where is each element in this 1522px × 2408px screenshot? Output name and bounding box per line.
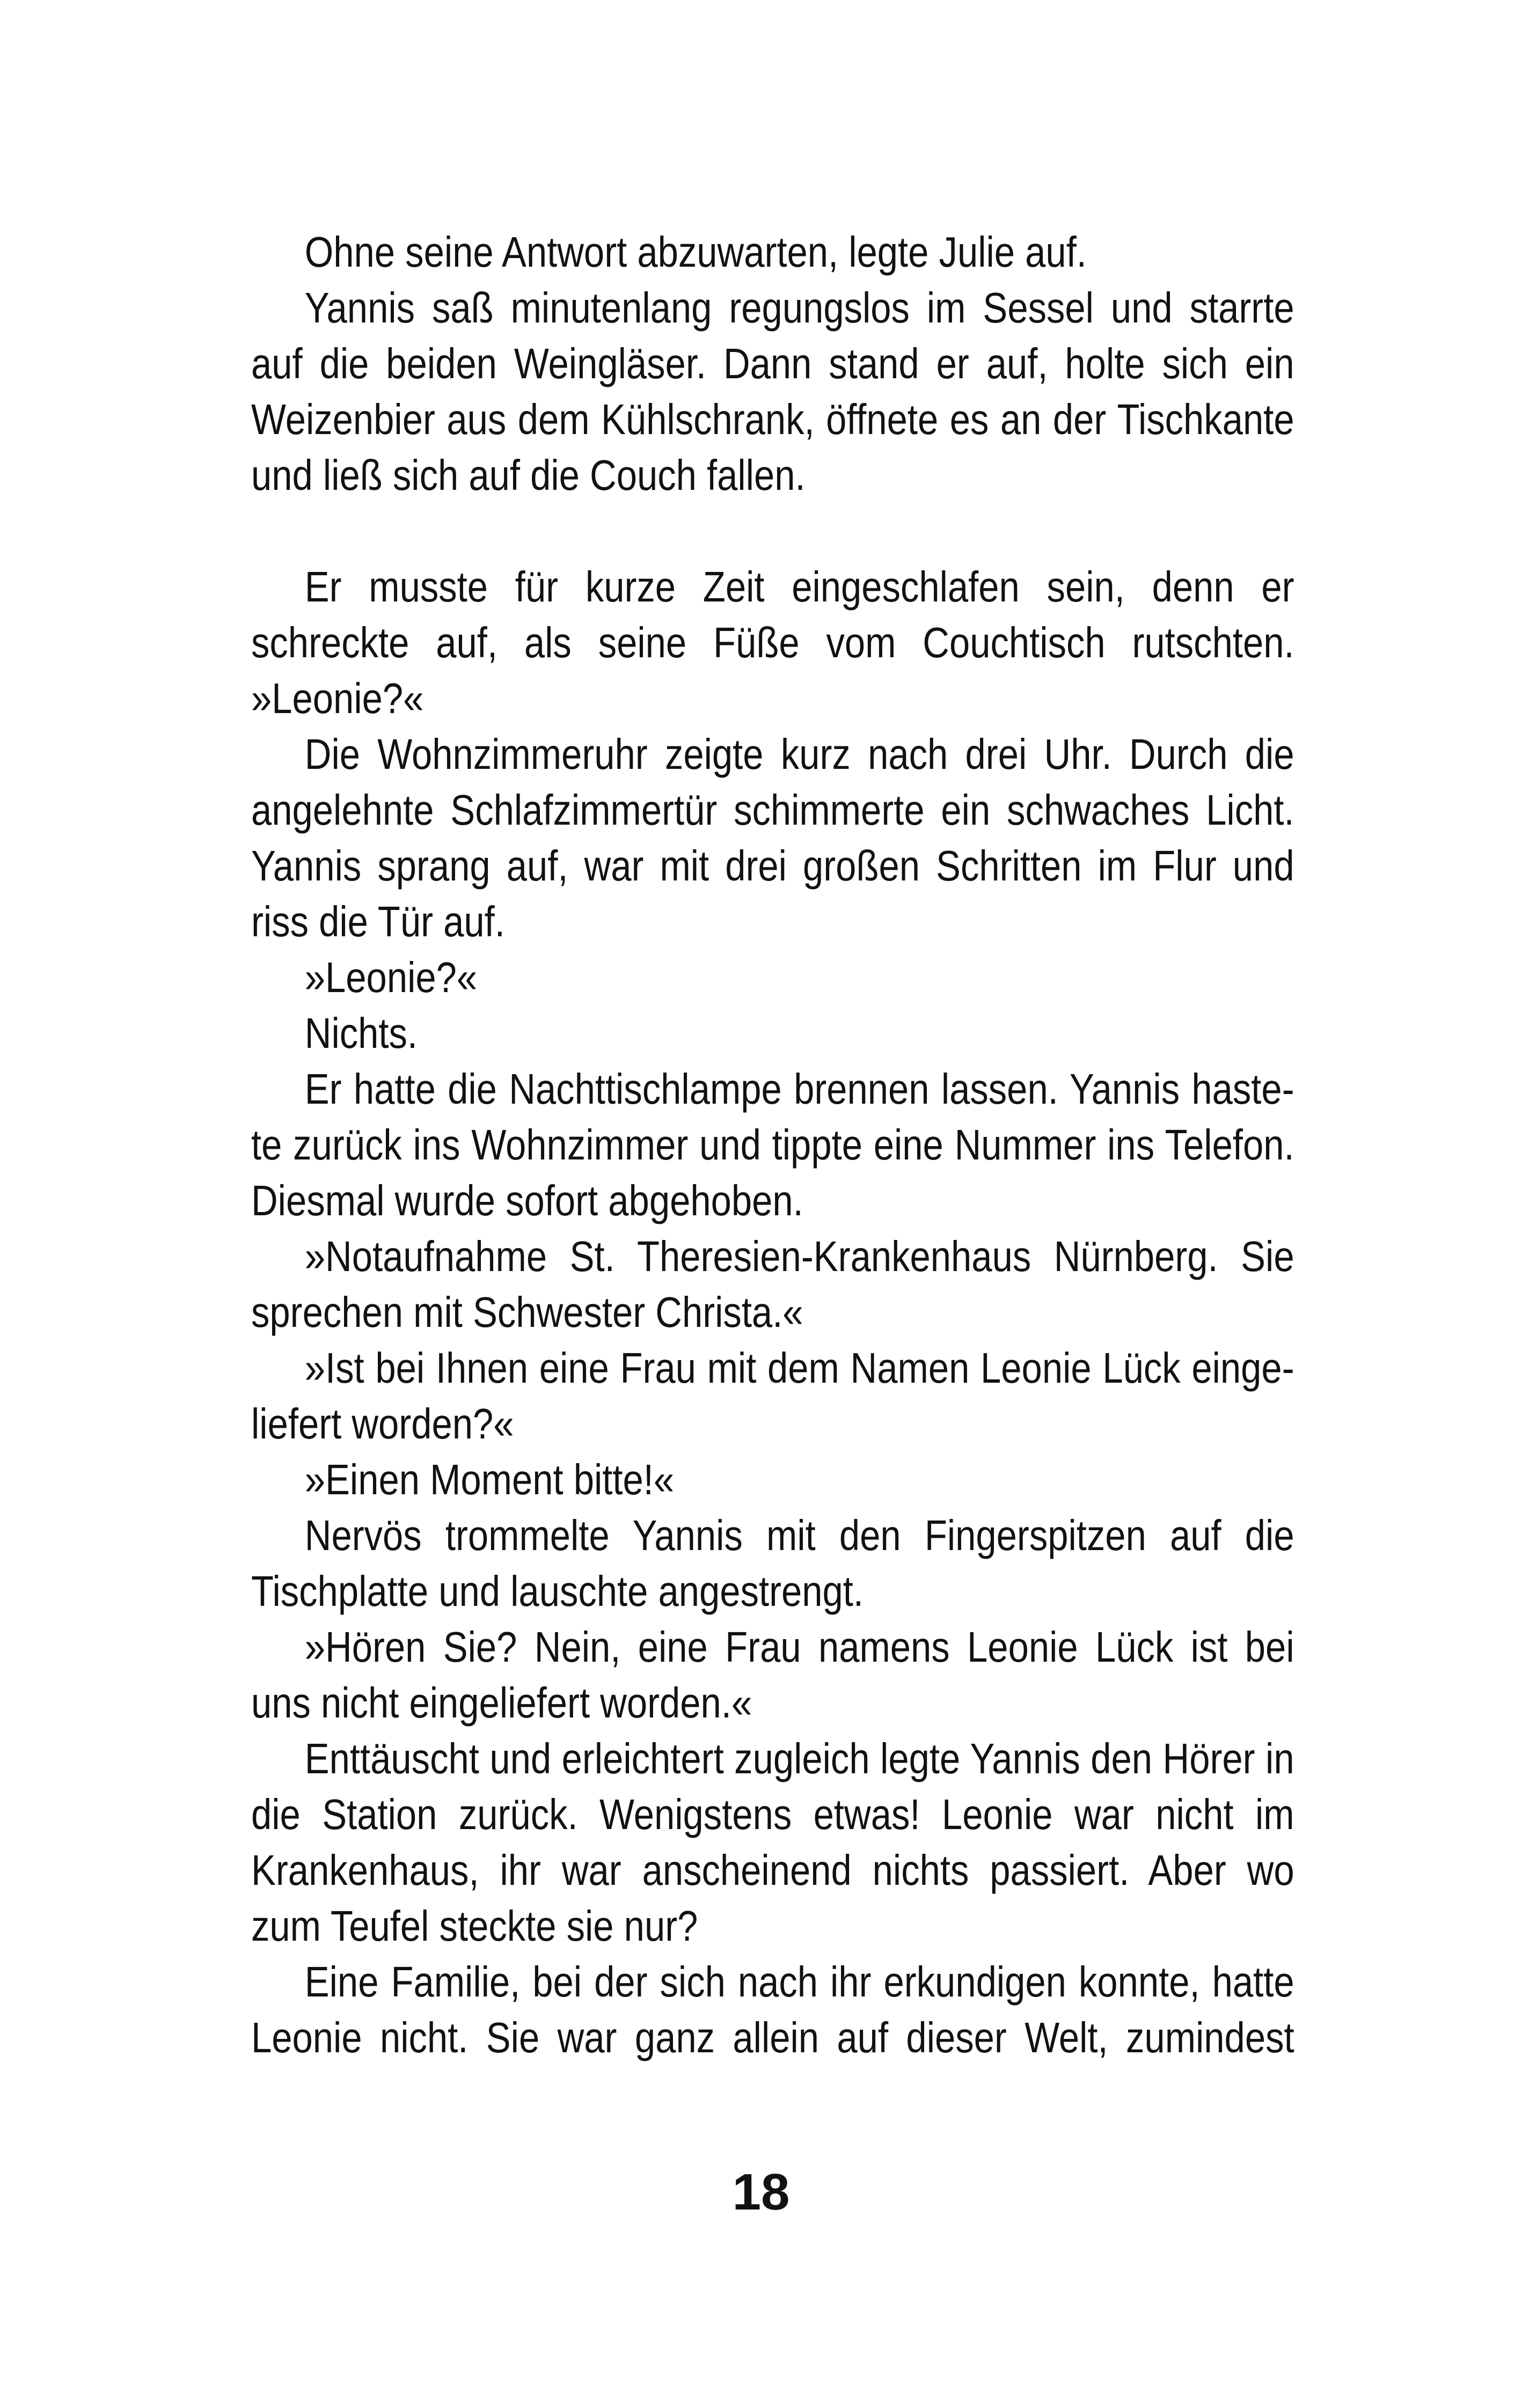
paragraph: Nichts. bbox=[304, 1009, 418, 1057]
page-number: 18 bbox=[732, 2163, 790, 2221]
paragraph: »Notaufnahme St. Theresien-Krankenhaus Nürnberg. Sie sprechen mit Schwester Christa.« bbox=[251, 1232, 1294, 1336]
paragraph: Nervös trommelte Yannis mit den Fingerspitzen auf die Tischplatte und lauschte angestrengt. bbox=[251, 1511, 1294, 1615]
paragraph: Ohne seine Antwort abzuwarten, legte Julie auf. bbox=[304, 228, 1087, 276]
page-body bbox=[251, 224, 1294, 2066]
paragraph: Er musste für kurze Zeit eingeschlafen sein, denn er schreckte auf, als seine Füße vom Couchtisch rutschten. »Leonie?« bbox=[251, 563, 1294, 722]
paragraph: Enttäuscht und erleichtert zugleich legte Yannis den Hörer in die Station zurück. Wenigstens etwas! Leonie war nicht im Krankenhaus, ihr war anscheinend nichts passiert. Aber wo zum Teufel steckte sie nur? bbox=[251, 1735, 1294, 1950]
paragraph: »Hören Sie? Nein, eine Frau namens Leonie Lück ist bei uns nicht eingeliefert worden.« bbox=[251, 1623, 1294, 1727]
paragraph: »Leonie?« bbox=[304, 953, 478, 1001]
paragraph: Eine Familie, bei der sich nach ihr erkundigen konnte, hatte Leonie nicht. Sie war ganz allein auf dieser Welt, zumindest bbox=[251, 1958, 1294, 2061]
paragraph: Yannis saß minutenlang regungslos im Sessel und starrte auf die beiden Weingläser. Dann stand er auf, holte sich ein Weizenbier aus dem Kühlschrank, öffnete es an der Tischkante und ließ sich auf die Couch fallen. bbox=[251, 284, 1294, 499]
paragraph: Die Wohnzimmeruhr zeigte kurz nach drei Uhr. Durch die angelehnte Schlafzimmertür schimmerte ein schwaches Licht. Yannis sprang auf, war mit drei großen Schritten im Flur und riss die Tür auf. bbox=[251, 730, 1294, 945]
paragraph: »Einen Moment bitte!« bbox=[304, 1456, 675, 1503]
section-break bbox=[251, 503, 1294, 559]
paragraph: »Ist bei Ihnen eine Frau mit dem Namen Leonie Lück eingeliefert worden?« bbox=[251, 1344, 1294, 1448]
paragraph: Er hatte die Nachttischlampe brennen lassen. Yannis hastete zurück ins Wohnzimmer und tippte eine Nummer ins Telefon. Diesmal wurde sofort abgehoben. bbox=[251, 1065, 1294, 1224]
